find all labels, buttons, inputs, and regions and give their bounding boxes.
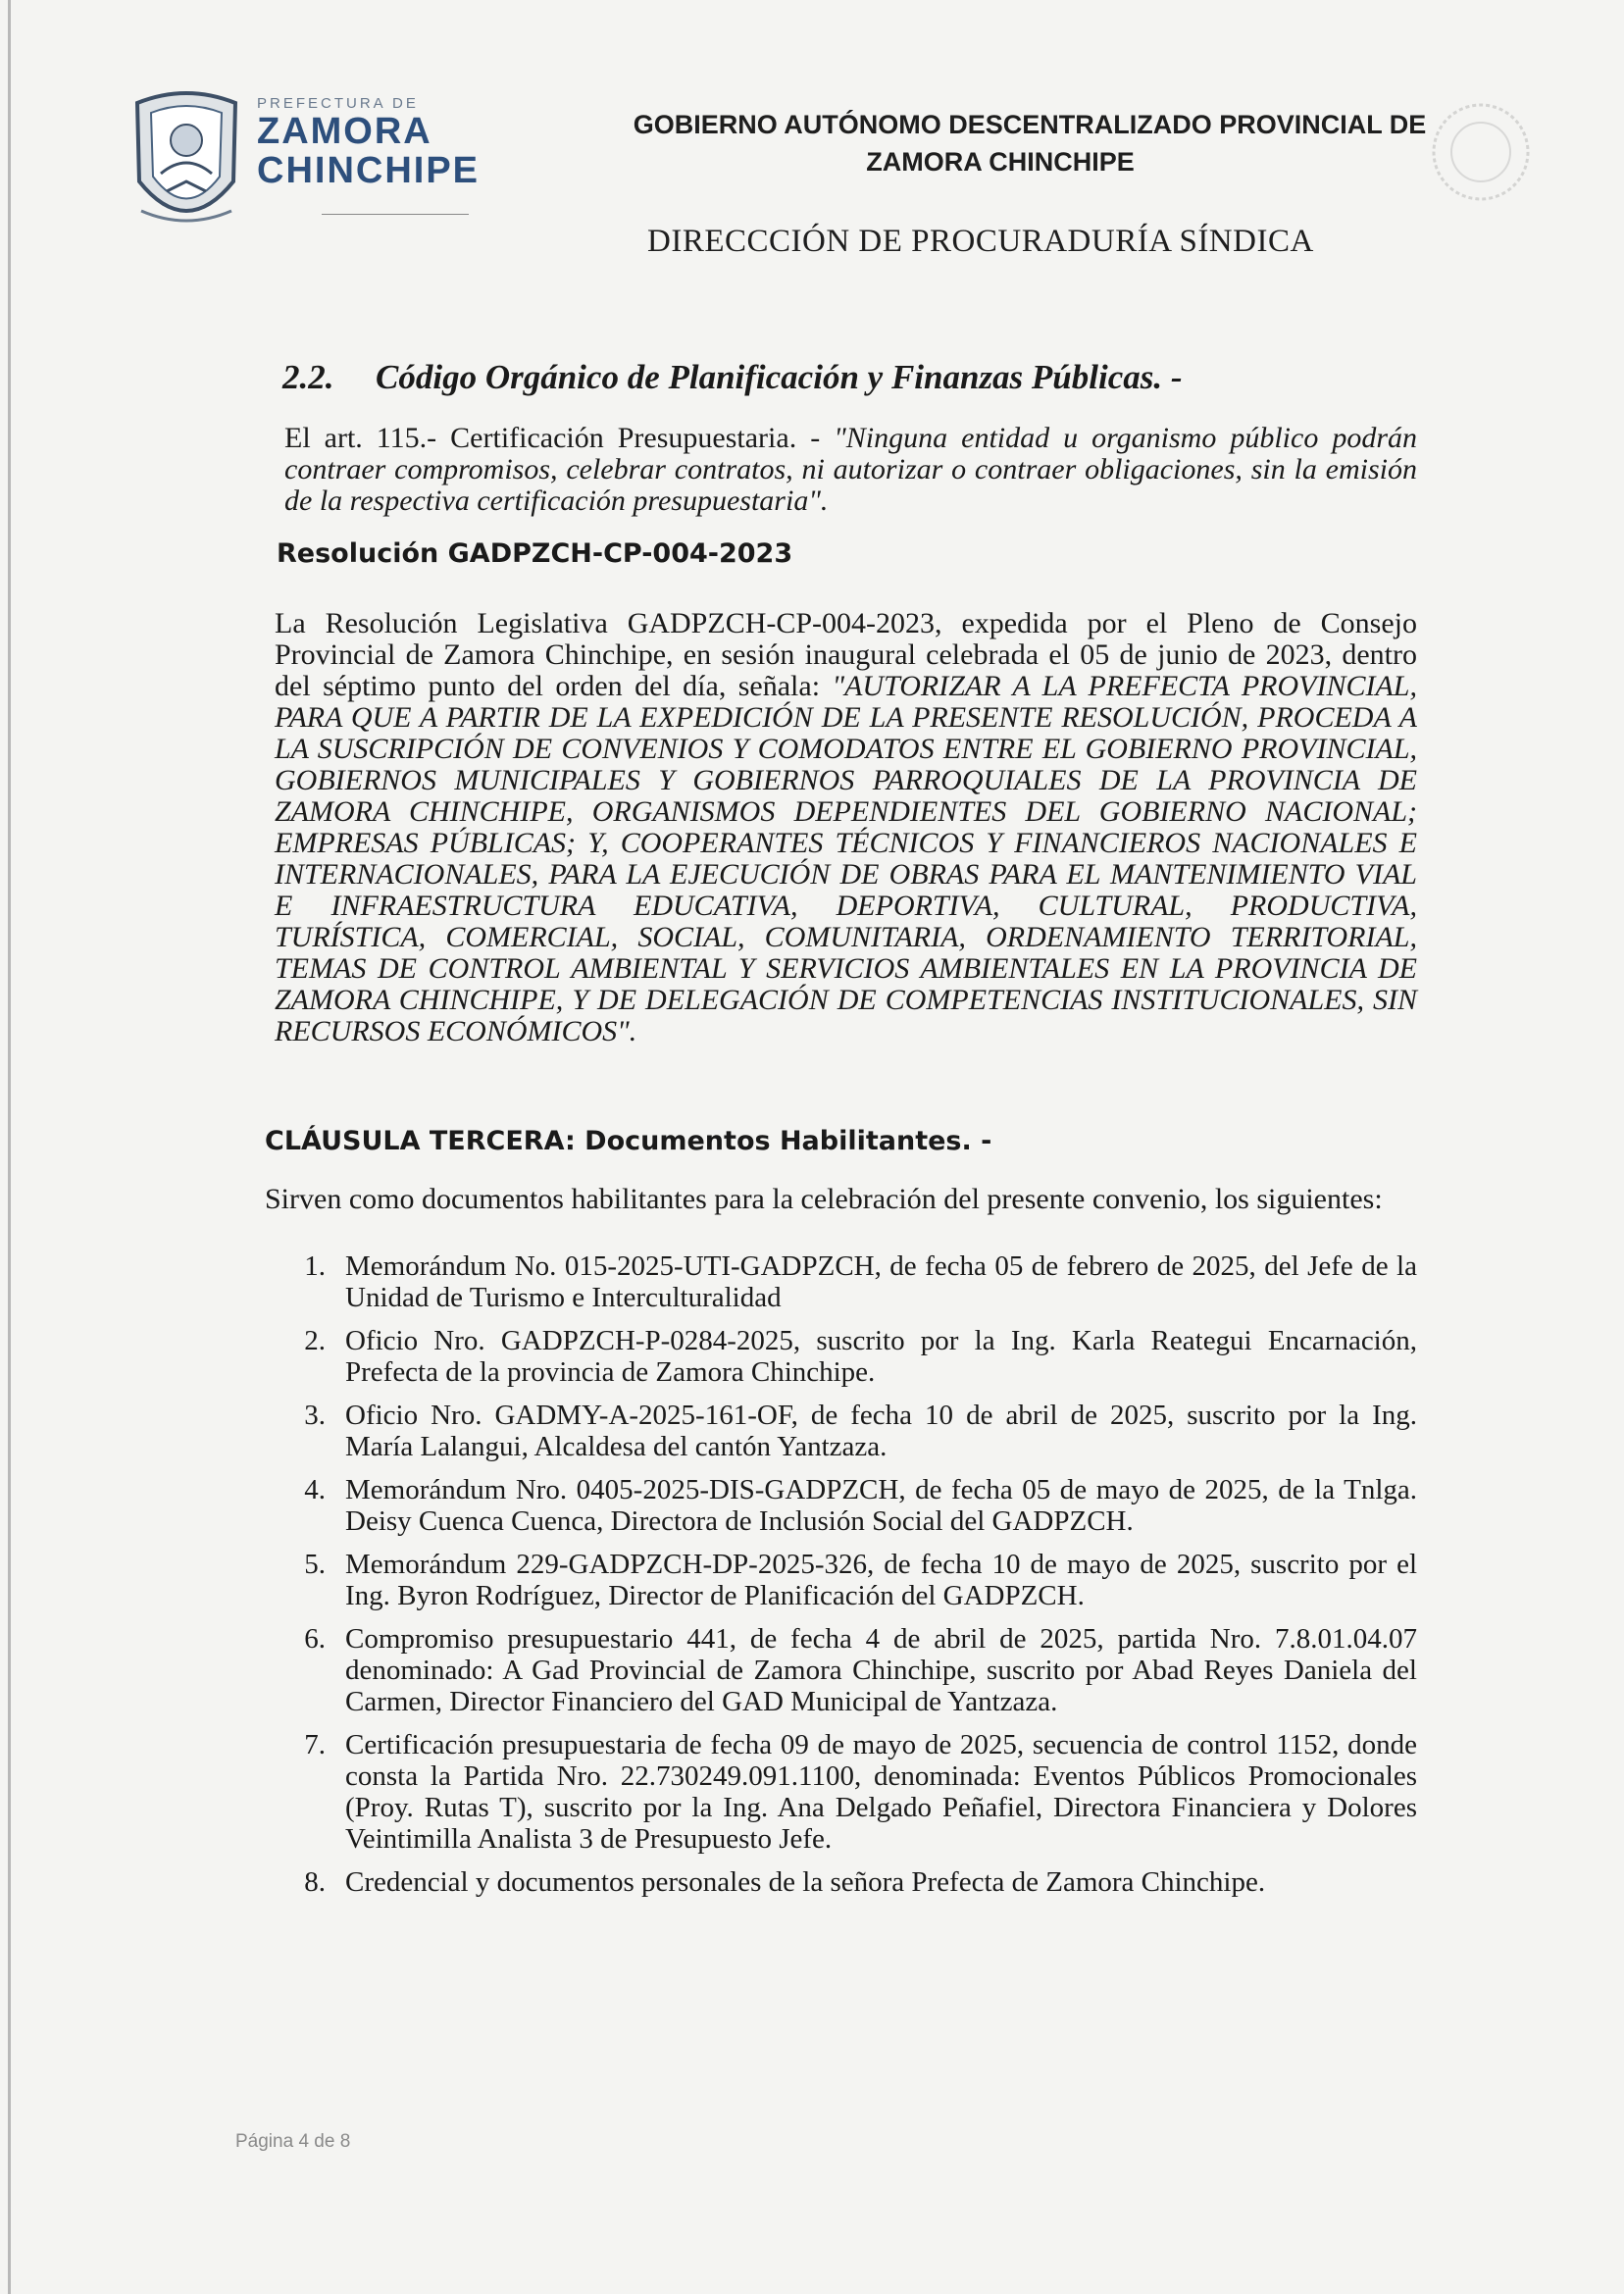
section-title: Código Orgánico de Planificación y Finanzas Públicas. -	[376, 358, 1183, 396]
resolution-lead: La Resolución Legislativa GADPZCH-CP-004-2023, expedida por el Pleno de Consejo Provincial de Zamora Chinchipe, en sesión inaugural celebrada el 05 de junio de 2023, dentro del séptimo punto del orden del día, señala:	[275, 607, 1417, 702]
list-item-text: Memorándum 229-GADPZCH-DP-2025-326, de fecha 10 de mayo de 2025, suscrito por el Ing. Byron Rodríguez, Director de Planificación del GADPZCH.	[345, 1549, 1417, 1611]
page-number: Página 4 de 8	[235, 2131, 351, 2152]
list-item	[265, 1474, 1417, 1537]
logo-wordmark	[257, 96, 480, 189]
list-item-text: Compromiso presupuestario 441, de fecha 4 de abril de 2025, partida Nro. 7.8.01.04.07 denominado: A Gad Provincial de Zamora Chinchipe, suscrito por Abad Reyes Daniela del Carmen, Director Financiero del GAD Municipal de Yantzaza.	[345, 1623, 1417, 1717]
zamora-chinchipe-shield-logo	[127, 83, 245, 240]
list-item-text: Certificación presupuestaria de fecha 09 de mayo de 2025, secuencia de control 1152, donde consta la Partida Nro. 22.730249.091.1100, denominada: Eventos Públicos Promocionales (Proy. Rutas T), suscrito por la Ing. Ana Delgado Peñafiel, Directora Financiera y Dolores Veintimilla Analista 3 de Presupuesto Jefe.	[345, 1729, 1417, 1855]
clause-intro: Sirven como documentos habilitantes para la celebración del presente convenio, los siguientes:	[265, 1183, 1383, 1215]
list-item-number: 1.	[304, 1250, 326, 1282]
logo-zamora: ZAMORA	[257, 111, 432, 152]
resolution-paragraph	[275, 608, 1417, 1047]
list-item	[265, 1729, 1417, 1855]
scan-page-edge	[8, 0, 11, 2294]
logo-chinchipe: CHINCHIPE	[257, 150, 481, 191]
list-item	[265, 1250, 1417, 1313]
clause-heading: CLÁUSULA TERCERA: Documentos Habilitantes. -	[265, 1126, 992, 1156]
list-item-number: 8.	[304, 1866, 326, 1898]
list-item-number: 5.	[304, 1549, 326, 1580]
list-item	[265, 1866, 1417, 1898]
article-lead: El art. 115.- Certificación Presupuestaria. -	[284, 422, 835, 454]
list-item-number: 2.	[304, 1325, 326, 1356]
logo-underline	[322, 214, 469, 215]
list-item-text: Oficio Nro. GADPZCH-P-0284-2025, suscrito por la Ing. Karla Reategui Encarnación, Prefecta de la provincia de Zamora Chinchipe.	[345, 1325, 1417, 1388]
article-quote: "Ninguna entidad u organismo público podrán contraer compromisos, celebrar contratos, ni autorizar o contraer obligaciones, sin la emisión de la respectiva certificación presupuestaria".	[284, 422, 1417, 517]
list-item	[265, 1400, 1417, 1462]
logo-prefectura: PREFECTURA DE	[257, 95, 419, 112]
article-115-paragraph	[284, 423, 1417, 517]
list-item	[265, 1623, 1417, 1717]
list-item	[265, 1549, 1417, 1611]
document-body	[265, 358, 1417, 1910]
department-title: DIRECCCIÓN DE PROCURADURÍA SÍNDICA	[647, 224, 1314, 259]
list-item-number: 4.	[304, 1474, 326, 1505]
list-item-text: Memorándum No. 015-2025-UTI-GADPZCH, de fecha 05 de febrero de 2025, del Jefe de la Unidad de Turismo e Interculturalidad	[345, 1250, 1417, 1313]
section-number: 2.2.	[282, 358, 334, 396]
resolution-quote: "AUTORIZAR A LA PREFECTA PROVINCIAL, PARA QUE A PARTIR DE LA EXPEDICIÓN DE LA PRESENTE RESOLUCIÓN, PROCEDA A LA SUSCRIPCIÓN DE CONVENIOS Y COMODATOS ENTRE EL GOBIERNO PROVINCIAL, GOBIERNOS MUNICIPALES Y GOBIERNOS PARROQUIALES DE LA PROVINCIA DE ZAMORA CHINCHIPE, ORGANISMOS DEPENDIENTES DEL GOBIERNO NACIONAL; EMPRESAS PÚBLICAS; Y, COOPERANTES TÉCNICOS Y FINANCIEROS NACIONALES E INTERNACIONALES, PARA LA EJECUCIÓN DE OBRAS PARA EL MANTENIMIENTO VIAL E INFRAESTRUCTURA EDUCATIVA, DEPORTIVA, CULTURAL, PRODUCTIVA, TURÍSTICA, COMERCIAL, SOCIAL, COMUNITARIA, ORDENAMIENTO TERRITORIAL, TEMAS DE CONTROL AMBIENTAL Y SERVICIOS AMBIENTALES EN LA PROVINCIA DE ZAMORA CHINCHIPE, Y DE DELEGACIÓN DE COMPETENCIAS INSTITUCIONALES, SIN RECURSOS ECONÓMICOS".	[275, 670, 1417, 1047]
government-title-line1: GOBIERNO AUTÓNOMO DESCENTRALIZADO PROVINCIAL DE	[633, 110, 1427, 139]
resolution-heading: Resolución GADPZCH-CP-004-2023	[277, 538, 793, 569]
list-item-number: 6.	[304, 1623, 326, 1655]
list-item-text: Memorándum Nro. 0405-2025-DIS-GADPZCH, de fecha 05 de mayo de 2025, de la Tnlga. Deisy Cuenca Cuenca, Directora de Inclusión Social del GADPZCH.	[345, 1474, 1417, 1537]
government-title	[451, 106, 1549, 180]
faded-stamp-mark	[1427, 98, 1535, 206]
list-item-text: Oficio Nro. GADMY-A-2025-161-OF, de fecha 10 de abril de 2025, suscrito por la Ing. María Lalangui, Alcaldesa del cantón Yantzaza.	[345, 1400, 1417, 1462]
section-heading	[282, 358, 1417, 397]
government-title-line2: ZAMORA CHINCHIPE	[866, 147, 1135, 177]
list-item	[265, 1325, 1417, 1388]
list-item-number: 7.	[304, 1729, 326, 1760]
list-item-text: Credencial y documentos personales de la señora Prefecta de Zamora Chinchipe.	[345, 1866, 1266, 1898]
list-item-number: 3.	[304, 1400, 326, 1431]
enabling-documents-list	[265, 1250, 1417, 1898]
